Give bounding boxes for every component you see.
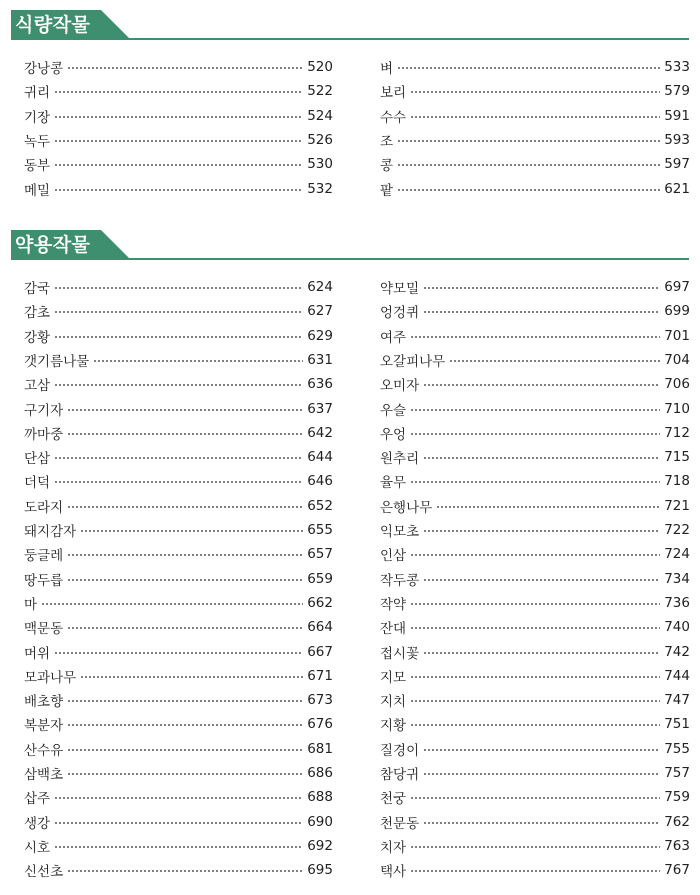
toc-entry[interactable] (24, 520, 333, 540)
page-number: 722 (664, 522, 690, 538)
dot-leader (410, 336, 660, 338)
dot-leader (67, 433, 303, 435)
toc-entry[interactable] (380, 81, 690, 101)
page-number: 742 (664, 643, 690, 660)
toc-entry[interactable] (24, 154, 333, 174)
dot-leader (423, 652, 660, 654)
toc-entry[interactable] (24, 423, 333, 443)
dot-leader (54, 311, 303, 313)
dot-leader (54, 481, 303, 483)
page-number: 673 (307, 692, 333, 709)
entry-title: 수수 (380, 109, 407, 126)
section-divider (11, 258, 689, 260)
dot-leader (410, 676, 660, 678)
toc-column-right (380, 57, 690, 197)
dot-leader (410, 409, 660, 411)
entry-title: 녹두 (24, 133, 51, 150)
toc-entry[interactable] (24, 471, 333, 491)
entry-title: 천궁 (380, 791, 407, 808)
page-number: 652 (307, 497, 333, 514)
entry-title: 구기자 (24, 402, 64, 419)
page-number: 712 (664, 424, 690, 441)
dot-leader (423, 287, 660, 289)
page-number: 664 (307, 619, 333, 636)
toc-entry[interactable] (380, 374, 690, 394)
dot-leader (397, 67, 660, 69)
entry-title: 강황 (24, 329, 51, 346)
toc-column-right (380, 277, 690, 887)
section-divider (11, 38, 689, 40)
dot-leader (423, 311, 660, 313)
toc-entry[interactable] (380, 739, 690, 759)
page-number: 736 (664, 594, 690, 611)
page-number: 646 (307, 473, 333, 490)
toc-entry[interactable] (24, 81, 333, 101)
page-number: 697 (664, 279, 690, 295)
entry-title: 보리 (380, 85, 407, 102)
page-number: 621 (664, 180, 690, 197)
page-number: 636 (307, 376, 333, 393)
entry-title: 익모초 (380, 524, 420, 540)
page-number: 734 (664, 570, 690, 587)
toc-entry[interactable] (24, 714, 333, 734)
dot-leader (54, 652, 303, 654)
entry-title: 둥글레 (24, 548, 64, 565)
page-number: 642 (307, 424, 333, 441)
dot-leader (410, 116, 660, 118)
toc-entry[interactable] (380, 179, 690, 199)
entry-title: 귀리 (24, 85, 51, 102)
toc-entry[interactable] (24, 350, 333, 370)
dot-leader (54, 384, 303, 386)
page-number: 667 (307, 643, 333, 660)
dot-leader (397, 164, 660, 166)
toc-entry[interactable] (380, 593, 690, 613)
page-number: 631 (307, 351, 333, 368)
entry-title: 마 (24, 596, 38, 613)
page-number: 695 (307, 862, 333, 879)
entry-title: 엉겅퀴 (380, 305, 420, 322)
page-number: 579 (664, 83, 690, 100)
toc-entry[interactable] (24, 836, 333, 856)
toc-entry[interactable] (380, 423, 690, 443)
page-number: 718 (664, 473, 690, 490)
dot-leader (410, 700, 660, 702)
toc-entry[interactable] (380, 763, 690, 783)
page-number: 751 (664, 716, 690, 733)
dot-leader (67, 554, 303, 556)
toc-entry[interactable] (380, 666, 690, 686)
toc-entry[interactable] (380, 836, 690, 856)
toc-entry[interactable] (24, 447, 333, 467)
entry-title: 우슬 (380, 402, 407, 419)
entry-title: 택사 (380, 864, 407, 881)
toc-entry[interactable] (24, 496, 333, 516)
toc-entry[interactable] (380, 812, 690, 832)
toc-column-left (24, 57, 333, 197)
toc-entry[interactable] (24, 812, 333, 832)
dot-leader (423, 530, 660, 532)
entry-title: 갯기름나물 (24, 353, 90, 370)
dot-leader (410, 627, 660, 629)
page-number: 530 (307, 156, 333, 173)
toc-entry[interactable] (24, 277, 333, 297)
dot-leader (54, 336, 303, 338)
toc-entry[interactable] (380, 690, 690, 710)
section-title: 약용작물 (15, 234, 91, 256)
entry-title: 지모 (380, 669, 407, 686)
page-number: 686 (307, 765, 333, 781)
entry-title: 팥 (380, 182, 394, 199)
dot-leader (54, 140, 303, 142)
entry-title: 맥문동 (24, 621, 64, 638)
entry-title: 율무 (380, 475, 407, 492)
page-number: 744 (664, 667, 690, 684)
entry-title: 참당귀 (380, 767, 420, 783)
page-number: 699 (664, 303, 690, 320)
page-number: 637 (307, 400, 333, 417)
dot-leader (423, 384, 660, 386)
dot-leader (410, 481, 660, 483)
dot-leader (67, 506, 303, 508)
dot-leader (41, 603, 303, 605)
toc-entry[interactable] (380, 350, 690, 370)
page-number: 740 (664, 619, 690, 636)
entry-title: 생강 (24, 815, 51, 832)
entry-title: 복분자 (24, 718, 64, 735)
entry-title: 천문동 (380, 815, 420, 832)
toc-entry[interactable] (380, 399, 690, 419)
page-number: 659 (307, 570, 333, 587)
section-header-food-crops (11, 10, 689, 40)
entry-title: 벼 (380, 61, 394, 77)
dot-leader (423, 773, 660, 775)
dot-leader (54, 164, 303, 166)
toc-entry[interactable] (24, 642, 333, 662)
toc-entry[interactable] (380, 326, 690, 346)
toc-entry[interactable] (24, 593, 333, 613)
toc-entry[interactable] (380, 520, 690, 540)
entry-title: 감국 (24, 281, 51, 297)
dot-leader (397, 189, 660, 191)
toc-entry[interactable] (380, 471, 690, 491)
toc-entry[interactable] (24, 617, 333, 637)
entry-title: 치자 (380, 839, 407, 856)
section-header-medicinal-crops (11, 230, 689, 260)
entry-title: 더덕 (24, 475, 51, 492)
toc-entry[interactable] (380, 496, 690, 516)
dot-leader (410, 797, 660, 799)
dot-leader (423, 749, 660, 751)
dot-leader (410, 846, 660, 848)
entry-title: 여주 (380, 329, 407, 346)
dot-leader (410, 603, 660, 605)
toc-entry[interactable] (24, 179, 333, 199)
toc-entry[interactable] (380, 301, 690, 321)
page-number: 762 (664, 813, 690, 830)
entry-title: 도라지 (24, 499, 64, 516)
entry-title: 오갈피나무 (380, 353, 446, 370)
dot-leader (436, 506, 660, 508)
page-number: 532 (307, 180, 333, 197)
dot-leader (80, 530, 303, 532)
page-number: 671 (307, 667, 333, 684)
page-number: 520 (307, 59, 333, 75)
entry-title: 배초향 (24, 694, 64, 711)
page-number: 676 (307, 716, 333, 733)
page-number: 655 (307, 522, 333, 538)
section-title: 식량작물 (15, 14, 91, 36)
page-number: 747 (664, 692, 690, 709)
dot-leader (54, 91, 303, 93)
page-number: 701 (664, 327, 690, 344)
entry-title: 모과나무 (24, 669, 77, 686)
toc-entry[interactable] (24, 374, 333, 394)
page-number: 533 (664, 59, 690, 75)
page-number: 706 (664, 376, 690, 393)
page-number: 681 (307, 740, 333, 757)
entry-title: 감초 (24, 305, 51, 322)
entry-title: 인삼 (380, 548, 407, 565)
toc-entry[interactable] (380, 154, 690, 174)
page-number: 524 (307, 107, 333, 124)
toc-entry[interactable] (24, 666, 333, 686)
dot-leader (67, 579, 303, 581)
toc-entry[interactable] (24, 301, 333, 321)
page-number: 763 (664, 837, 690, 854)
dot-leader (67, 773, 303, 775)
toc-entry[interactable] (24, 569, 333, 589)
toc-entry[interactable] (380, 787, 690, 807)
toc-entry[interactable] (24, 763, 333, 783)
dot-leader (67, 724, 303, 726)
toc-entry[interactable] (380, 617, 690, 637)
entry-title: 시호 (24, 839, 51, 856)
dot-leader (67, 409, 303, 411)
entry-title: 잔대 (380, 621, 407, 638)
dot-leader (410, 724, 660, 726)
page-number: 644 (307, 449, 333, 466)
toc-entry[interactable] (380, 569, 690, 589)
dot-leader (54, 846, 303, 848)
entry-title: 산수유 (24, 742, 64, 759)
entry-title: 머위 (24, 645, 51, 662)
toc-column-left (24, 277, 333, 887)
toc-entry[interactable] (24, 57, 333, 77)
dot-leader (67, 870, 303, 872)
dot-leader (54, 116, 303, 118)
dot-leader (67, 627, 303, 629)
entry-title: 삼백초 (24, 767, 64, 783)
entry-title: 오미자 (380, 378, 420, 395)
entry-title: 단삼 (24, 451, 51, 468)
dot-leader (423, 457, 660, 459)
page-number: 522 (307, 83, 333, 100)
page-number: 724 (664, 546, 690, 563)
toc-entry[interactable] (24, 860, 333, 880)
dot-leader (93, 360, 303, 362)
page-number: 629 (307, 327, 333, 344)
entry-title: 우엉 (380, 426, 407, 443)
page-number: 662 (307, 594, 333, 611)
toc-entry[interactable] (24, 690, 333, 710)
entry-title: 질경이 (380, 742, 420, 759)
toc-entry[interactable] (380, 277, 690, 297)
toc-entry[interactable] (380, 447, 690, 467)
dot-leader (67, 749, 303, 751)
toc-entry[interactable] (380, 642, 690, 662)
entry-title: 동부 (24, 158, 51, 175)
page-number: 704 (664, 351, 690, 368)
toc-entry[interactable] (380, 714, 690, 734)
dot-leader (67, 67, 303, 69)
entry-title: 지황 (380, 718, 407, 735)
toc-entry[interactable] (24, 739, 333, 759)
page-number: 767 (664, 862, 690, 879)
toc-entry[interactable] (380, 106, 690, 126)
toc-entry[interactable] (24, 787, 333, 807)
toc-entry[interactable] (380, 544, 690, 564)
toc-entry[interactable] (24, 326, 333, 346)
entry-title: 원추리 (380, 451, 420, 468)
dot-leader (54, 822, 303, 824)
page-number: 591 (664, 107, 690, 124)
entry-title: 삽주 (24, 791, 51, 808)
page-number: 710 (664, 400, 690, 417)
dot-leader (410, 433, 660, 435)
dot-leader (67, 700, 303, 702)
entry-title: 까마중 (24, 426, 64, 443)
page-number: 759 (664, 789, 690, 806)
entry-title: 돼지감자 (24, 524, 77, 540)
toc-entry[interactable] (380, 860, 690, 880)
page-number: 721 (664, 497, 690, 514)
page-number: 692 (307, 837, 333, 854)
entry-title: 콩 (380, 158, 394, 175)
dot-leader (54, 287, 303, 289)
page-number: 757 (664, 765, 690, 781)
page-number: 593 (664, 131, 690, 148)
dot-leader (54, 797, 303, 799)
page-number: 755 (664, 740, 690, 757)
page-number: 688 (307, 789, 333, 806)
page-number: 526 (307, 131, 333, 148)
dot-leader (410, 870, 660, 872)
entry-title: 접시꽃 (380, 645, 420, 662)
page-number: 597 (664, 156, 690, 173)
page-number: 624 (307, 279, 333, 295)
entry-title: 기장 (24, 109, 51, 126)
entry-title: 땅두릅 (24, 572, 64, 589)
entry-title: 조 (380, 133, 394, 150)
page-number: 627 (307, 303, 333, 320)
dot-leader (410, 91, 660, 93)
toc-entry[interactable] (24, 106, 333, 126)
dot-leader (54, 457, 303, 459)
dot-leader (449, 360, 660, 362)
entry-title: 신선초 (24, 864, 64, 881)
toc-entry[interactable] (24, 544, 333, 564)
entry-title: 지치 (380, 694, 407, 711)
dot-leader (397, 140, 660, 142)
page-number: 690 (307, 813, 333, 830)
entry-title: 은행나무 (380, 499, 433, 516)
entry-title: 고삼 (24, 378, 51, 395)
dot-leader (54, 189, 303, 191)
entry-title: 작두콩 (380, 572, 420, 589)
page-number: 657 (307, 546, 333, 563)
dot-leader (423, 579, 660, 581)
page-number: 715 (664, 449, 690, 466)
toc-entry[interactable] (380, 57, 690, 77)
entry-title: 작약 (380, 596, 407, 613)
toc-entry[interactable] (24, 399, 333, 419)
entry-title: 메밀 (24, 182, 51, 199)
toc-entry[interactable] (380, 130, 690, 150)
dot-leader (423, 822, 660, 824)
dot-leader (410, 554, 660, 556)
dot-leader (80, 676, 303, 678)
entry-title: 약모밀 (380, 281, 420, 297)
toc-entry[interactable] (24, 130, 333, 150)
entry-title: 강낭콩 (24, 61, 64, 77)
